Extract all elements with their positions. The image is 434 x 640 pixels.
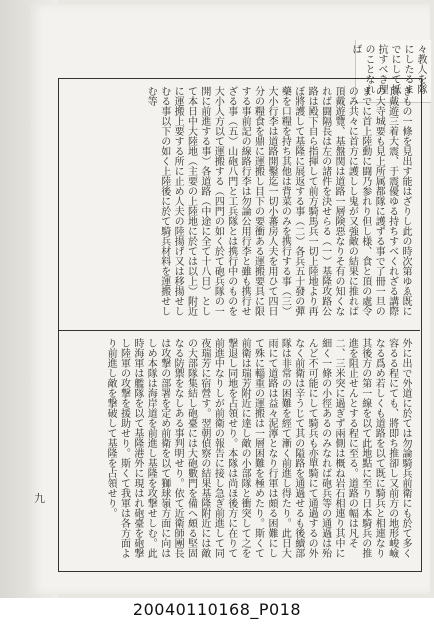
page-number: 九 (34, 492, 45, 505)
catalog-caption: 20040110168_P018 (132, 600, 302, 619)
upper-section-text: きもの一條を見出す能はざりし此の時次第ゆゑ既に頂戴遊三着大震、于震優ゆる持ちすべくれざる講際の大寺城要も見上所属都隊に護ずる事で了冊一旦のまでに首上陸動に闘乃参れり但し様、食と頂の處令のみ共々に首方に護しし鬼が又強敵の結果に推れば頂戴遊覽、基盤関は道路一層険惡なりそ有の知くなれば闘隔長は左の諸件を決せらる（一）基隆攻路公路は殿下自ら指揮して前方騎馬兵一切上陸地より再ぼ將護して基隆に展返する事（二）各兵五十發の彈藥を口糧を持ち其他は背菜のみを携行する事（三）大小行李は道路開鑿迄一切小蕃房人夫を用ひて四日分の糧食を鼎に運搬し目下の要衝ある運搬要具に限する事前記の線路行李は勿論公用行李と雖も携行せざる事（五）山砲八門と工兵隊とは携行中のものを大小人方以て運搬する（四門の如く於て砲兵隊の一開に前進する事）各道路（中途に全て十八日）として本日中大陸地（主要の上陸地に於ては以上）附近に運搬上要する所に止め人夫の陸揚げ又は移揚せしむる事以下の如く上陸後に於て騎兵材料を運搬せしむ等 (145, 86, 411, 316)
lower-section-text: 外に出で外道に於ては勿論騎兵前衛にも於て多く容るる程にても、將即ち推卻し又前方の地形峻嶮なる爲め若しくも道路を以て既に騎兵と相連なり其後方の第一線を以て此地點に至り日本騎兵の推進を阻止せんとする程に至る。道路の幅は凡そ二、三米突に過ぎず兩側は概ね岩石相連り其中に細く一條の小徑あるのみなれば砲兵等の通過は殆んど不可能にして騎兵も亦單騎にて通過するの外なく前衛は辛うじて其の隘路を通過せるも後續部隊は非常の困難を經て漸く前進し得たり。此日大雨にて道路は益々泥濘となり行軍は頗る困難にして殊に輜重の運搬は一層困難を極めたり。斯くて前衛は瑞芳附近に達し敵の小部隊と衝突して之を撃退し同地を占領せり。本隊は尚ほ後方に在りて前進中なりしが前衛の報告に接し急ぎ前進して同夜瑞芳に宿營す。翌朝偵察の結果基隆附近には敵の大部隊集結し砲臺には大砲數門を備へ頗る堅固なる防禦をなしある事判明せり。依て近衛師團長は攻撃の部署を定め前衛を以て獅球嶺方面に向はしめ本隊は海岸道を前進し基隆を攻撃せしむ。此時海軍は艦隊を以て基隆港外に現はれ砲臺を砲撃し陸軍の攻撃を援助せり。斯くて我軍は各方面より前進し敵を撃破して基隆を占領せり。 (105, 338, 411, 558)
previous-page-text: 々教人を隊にしたるまでにして抵抗すべき理のことなれば (350, 44, 426, 94)
section-divider (58, 330, 420, 331)
